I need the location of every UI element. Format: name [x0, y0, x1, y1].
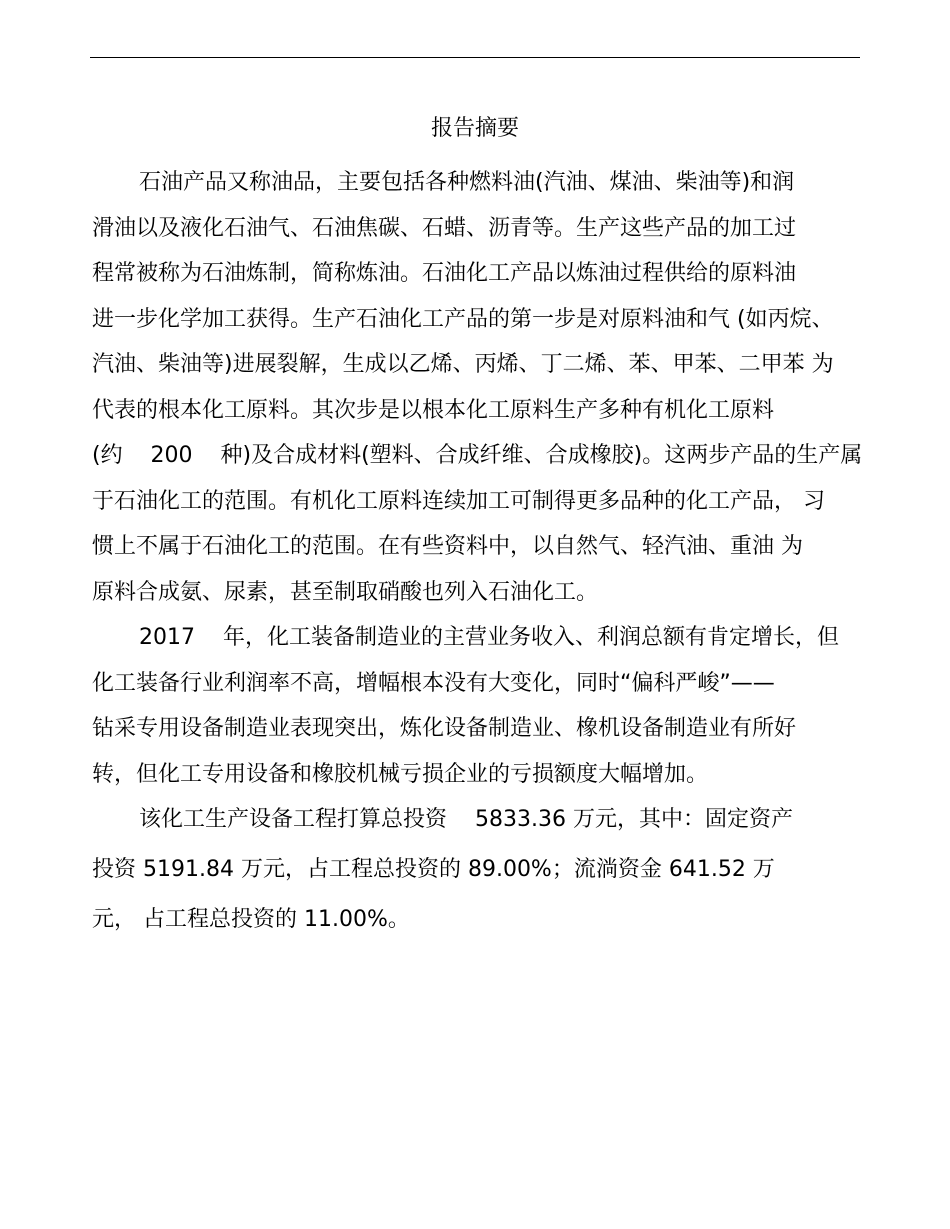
paragraph-line: 原料合成氨、尿素，甚至制取硝酸也列入石油化工。 — [92, 579, 599, 605]
paragraph-equipment-industry — [92, 615, 860, 797]
paragraph-line: 于石油化工的范围。有机化工原料连续加工可制得更多品种的化工产品， 习 — [92, 488, 825, 514]
paragraph-line: 转，但化工专用设备和橡胶机械亏损企业的亏损额度大幅增加。 — [92, 761, 709, 787]
paragraph-line: 程常被称为石油炼制，简称炼油。石油化工产品以炼油过程供给的原料油 — [92, 261, 797, 286]
document-body — [92, 160, 863, 945]
paragraph-line: 2017 年，化工装备制造业的主营业务收入、利润总额有肯定增长，但 — [139, 625, 839, 650]
paragraph-line: 石油产品又称油品，主要包括各种燃料油(汽油、煤油、柴油等)和润 — [139, 170, 795, 195]
paragraph-line: 惯上不属于石油化工的范围。在有些资料中，以自然气、轻汽油、重油 为 — [92, 534, 803, 559]
paragraph-line: 汽油、柴油等)进展裂解，生成以乙烯、丙烯、丁二烯、苯、甲苯、二甲苯 为 — [92, 352, 834, 377]
paragraph-petroleum-products — [92, 160, 863, 615]
paragraph-line: 代表的根本化工原料。其次步是以根本化工原料生产多种有机化工原料 — [92, 397, 775, 423]
paragraph-line: 滑油以及液化石油气、石油焦碳、石蜡、沥青等。生产这些产品的加工过 — [92, 215, 797, 241]
paragraph-line: 元， 占工程总投资的 11.00%。 — [92, 907, 410, 932]
paragraph-investment-summary — [92, 795, 860, 945]
paragraph-line: 钻采专用设备制造业表现突出，炼化设备制造业、橡机设备制造业有所好 — [92, 716, 797, 741]
paragraph-line: 投资 5191.84 万元，占工程总投资的 89.00%；流淌资金 641.52 万 — [92, 857, 775, 882]
page-title: 报告摘要 — [430, 116, 519, 141]
paragraph-line: 进一步化学加工获得。生产石油化工产品的第一步是对原料油和气 (如丙烷、 — [92, 306, 834, 332]
header-divider — [90, 57, 860, 58]
paragraph-line: 该化工生产设备工程打算总投资 5833.36 万元，其中：固定资产 — [139, 807, 793, 832]
paragraph-line: 化工装备行业利润率不高，增幅根本没有大变化，同时“偏科严峻”—— — [92, 670, 775, 696]
paragraph-line: (约 200 种)及合成材料(塑料、合成纤维、合成橡胶)。这两步产品的生产属 — [92, 443, 863, 468]
